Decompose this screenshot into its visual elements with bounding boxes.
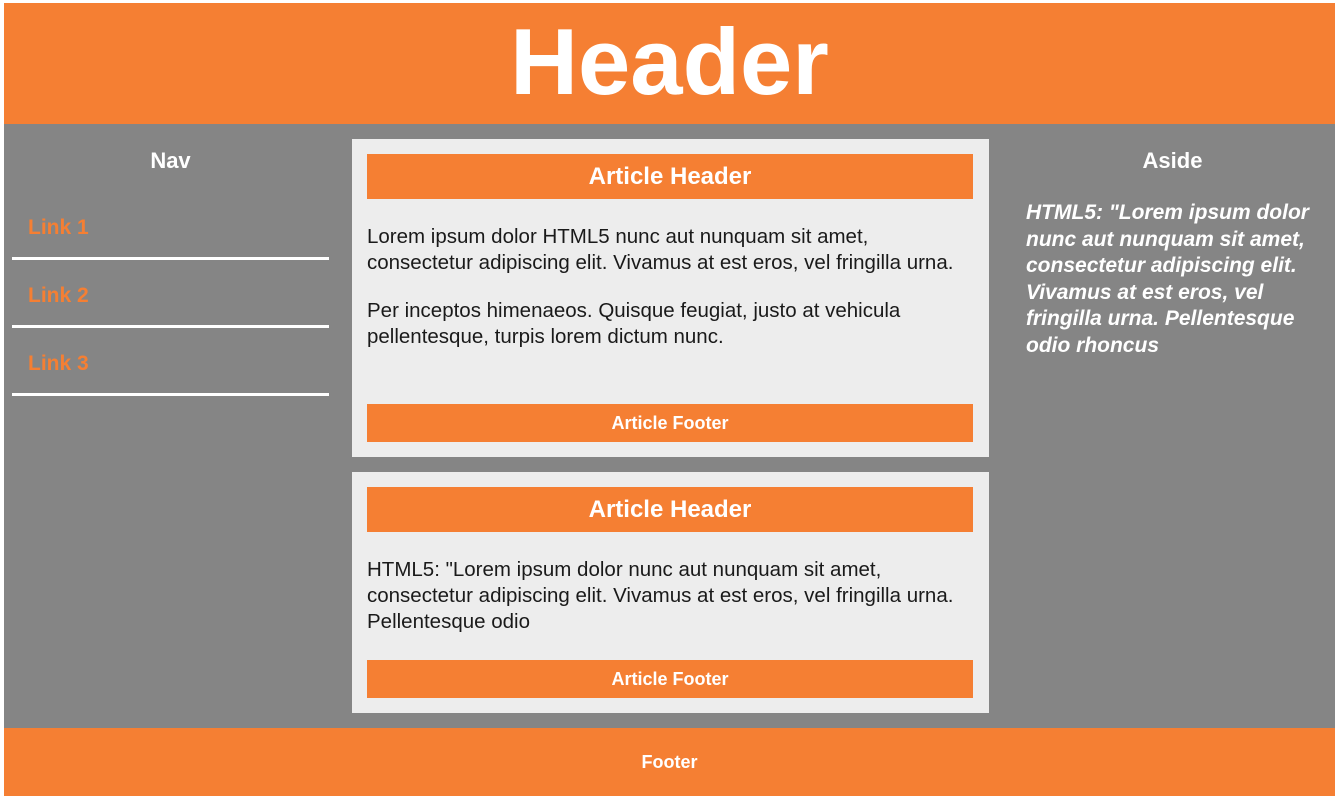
article-body — [367, 557, 977, 657]
article-header: Article Header — [367, 154, 973, 199]
page-footer: Footer — [4, 728, 1335, 796]
article-paragraph: HTML5: "Lorem ipsum dolor nunc aut nunquam sit amet, consectetur adipiscing elit. Vivamus at est eros, vel fringilla urna. Pellentesque odio — [367, 558, 954, 633]
nav-panel — [12, 124, 329, 728]
nav-link-1[interactable]: Link 1 — [28, 216, 89, 239]
nav-title: Nav — [150, 148, 191, 173]
article-paragraph: Per inceptos himenaeos. Quisque feugiat, justo at vehicula pellentesque, turpis lorem dictum nunc. — [367, 299, 901, 348]
page-frame — [4, 3, 1335, 796]
article-1 — [352, 139, 989, 457]
page-title: Header — [510, 8, 829, 114]
aside-title: Aside — [1142, 148, 1203, 173]
nav-link-3[interactable]: Link 3 — [28, 352, 89, 375]
page-header — [4, 3, 1335, 124]
article-2 — [352, 472, 989, 713]
nav-item-link-3 — [12, 330, 329, 396]
nav-item-link-2 — [12, 262, 329, 328]
article-footer: Article Footer — [367, 660, 973, 698]
article-header: Article Header — [367, 487, 973, 532]
nav-link-2[interactable]: Link 2 — [28, 284, 89, 307]
nav-list — [12, 194, 329, 398]
article-body — [367, 224, 977, 372]
article-footer: Article Footer — [367, 404, 973, 442]
aside-text: HTML5: "Lorem ipsum dolor nunc aut nunquam sit amet, consectetur adipiscing elit. Vivamus at est eros, vel fringilla urna. Pellentesque odio rhoncus — [1026, 201, 1309, 357]
nav-item-link-1 — [12, 194, 329, 260]
aside-panel — [1010, 124, 1335, 728]
article-paragraph: Lorem ipsum dolor HTML5 nunc aut nunquam sit amet, consectetur adipiscing elit. Vivamus at est eros, vel fringilla urna. — [367, 225, 954, 274]
